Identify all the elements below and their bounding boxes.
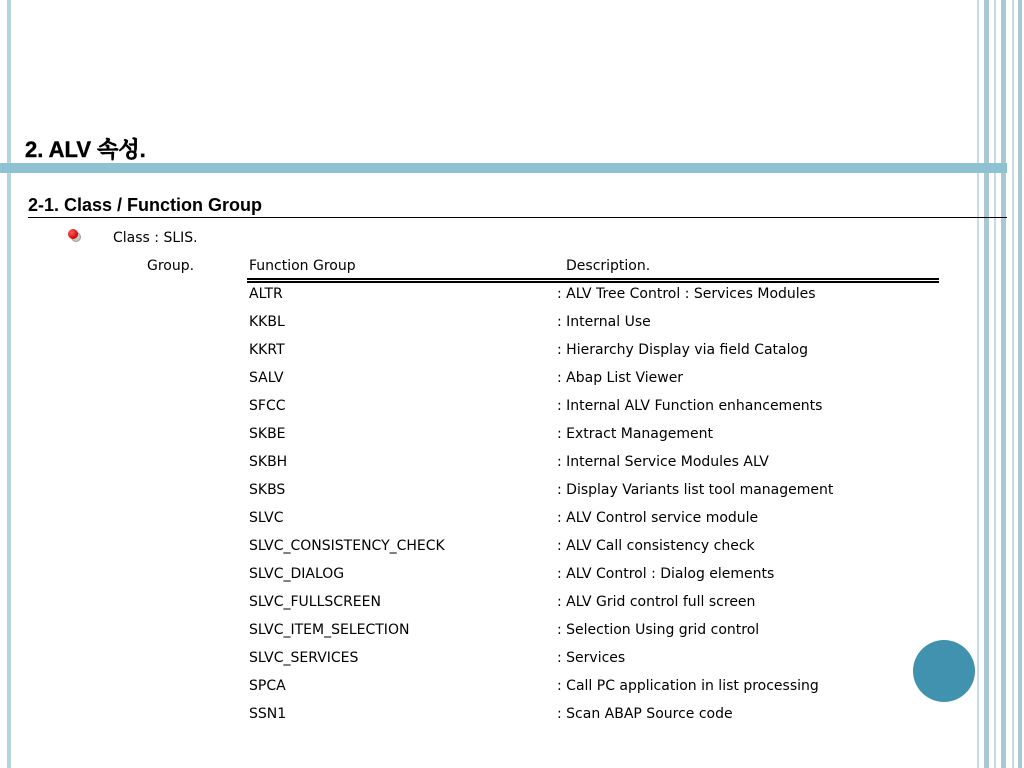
decorative-circle — [913, 640, 975, 702]
table-row — [0, 286, 1000, 314]
function-group-cell: SLVC_CONSISTENCY_CHECK — [249, 538, 445, 554]
right-frame-line-5 — [1012, 0, 1014, 768]
table-row — [0, 538, 1000, 566]
function-group-cell: SLVC_ITEM_SELECTION — [249, 622, 410, 638]
description-cell: : ALV Control : Dialog elements — [557, 566, 775, 582]
page-title: 2. ALV 속성. — [25, 137, 146, 162]
table-row — [0, 426, 1000, 454]
table-row — [0, 370, 1000, 398]
description-cell: : ALV Grid control full screen — [557, 594, 756, 610]
description-cell: : Hierarchy Display via field Catalog — [557, 342, 808, 358]
function-group-cell: SFCC — [249, 398, 286, 414]
table-row — [0, 398, 1000, 426]
description-cell: : Internal ALV Function enhancements — [557, 398, 823, 414]
description-cell: : Internal Service Modules ALV — [557, 454, 769, 470]
table-row — [0, 314, 1000, 342]
table-row — [0, 454, 1000, 482]
description-cell: : ALV Call consistency check — [557, 538, 755, 554]
class-text: Class : SLIS. — [113, 230, 198, 246]
subtitle-divider — [28, 217, 1007, 218]
function-group-cell: SLVC_FULLSCREEN — [249, 594, 381, 610]
bullet-icon — [68, 229, 82, 243]
description-cell: : ALV Control service module — [557, 510, 759, 526]
function-group-cell: KKBL — [249, 314, 285, 330]
description-cell: : Selection Using grid control — [557, 622, 760, 638]
right-frame-line-4 — [1001, 0, 1006, 768]
description-cell: : ALV Tree Control : Services Modules — [557, 286, 816, 302]
table-row — [0, 650, 1000, 678]
table-row — [0, 342, 1000, 370]
description-cell: : Extract Management — [557, 426, 713, 442]
function-group-cell: KKRT — [249, 342, 285, 358]
function-group-cell: SLVC_SERVICES — [249, 650, 359, 666]
function-group-cell: SPCA — [249, 678, 286, 694]
function-group-cell: SLVC — [249, 510, 284, 526]
header-divider-bottom — [247, 281, 939, 283]
function-group-cell: SSN1 — [249, 706, 287, 722]
table-row — [0, 482, 1000, 510]
function-group-cell: ALTR — [249, 286, 283, 302]
description-cell: : Internal Use — [557, 314, 651, 330]
table-row — [0, 566, 1000, 594]
group-label: Group. — [147, 258, 195, 274]
description-cell: : Call PC application in list processing — [557, 678, 819, 694]
table-row — [0, 706, 1000, 734]
right-frame-line-6 — [1018, 0, 1022, 768]
description-cell: : Services — [557, 650, 626, 666]
table-row — [0, 594, 1000, 622]
table-row — [0, 510, 1000, 538]
title-accent-bar — [0, 163, 1007, 173]
function-group-cell: SKBH — [249, 454, 288, 470]
function-group-cell: SKBE — [249, 426, 286, 442]
section-subtitle: 2-1. Class / Function Group — [28, 195, 263, 215]
column-header-description: Description. — [566, 258, 651, 274]
header-divider-top — [247, 278, 939, 280]
function-group-cell: SALV — [249, 370, 284, 386]
description-cell: : Display Variants list tool management — [557, 482, 834, 498]
description-cell: : Abap List Viewer — [557, 370, 684, 386]
column-header-function-group: Function Group — [249, 258, 356, 274]
function-group-cell: SLVC_DIALOG — [249, 566, 345, 582]
description-cell: : Scan ABAP Source code — [557, 706, 733, 722]
function-group-cell: SKBS — [249, 482, 286, 498]
table-row — [0, 678, 1000, 706]
table-row — [0, 622, 1000, 650]
